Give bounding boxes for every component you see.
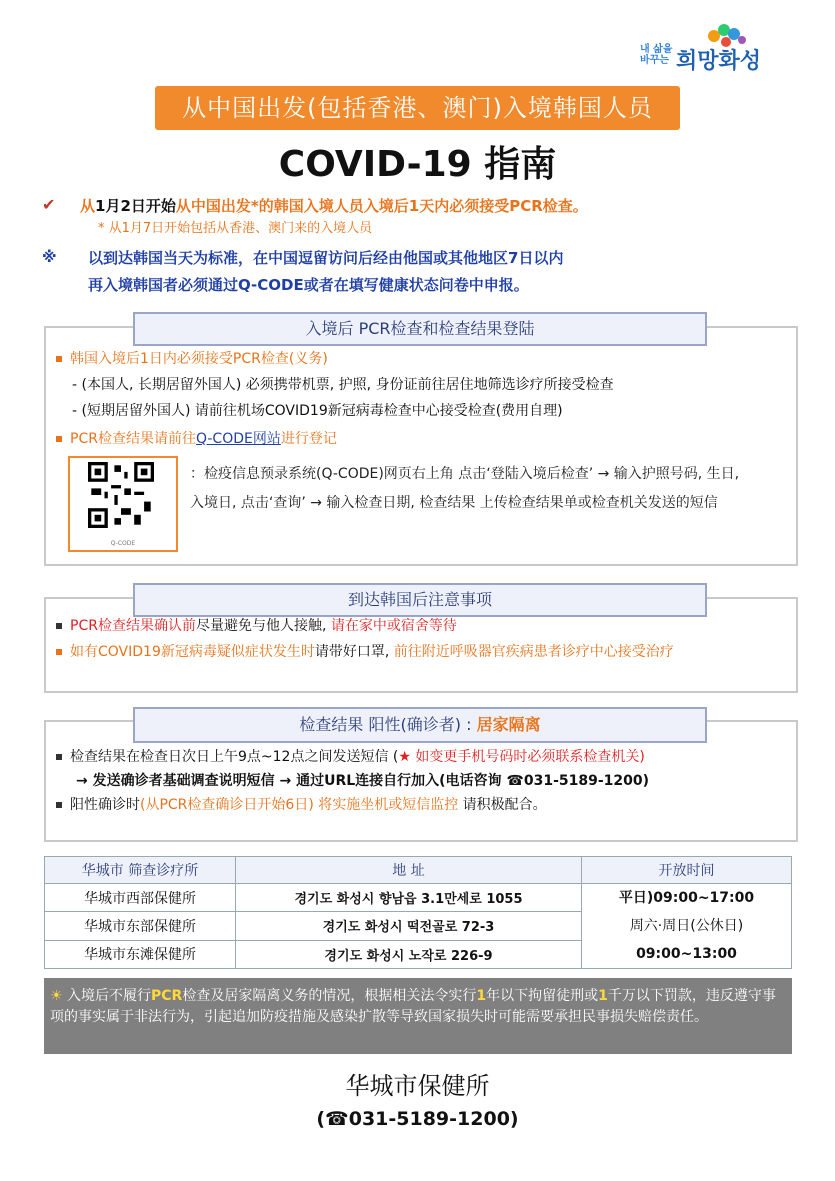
- qr-code-icon: [81, 462, 161, 528]
- clinics-table: [44, 856, 792, 969]
- col-header-clinic: 华城市 筛查诊疗所: [45, 857, 236, 884]
- table-row: [45, 884, 792, 912]
- clinic-address: 경기도 화성시 노작로 226-9: [236, 940, 582, 968]
- pcr-item-1-sub-1: - (本国人, 长期居留外国人) 必须携带机票, 护照, 身份证前往居住地筛选诊疗所接受检查: [72, 377, 614, 393]
- col-header-address: 地 址: [236, 857, 582, 884]
- page-title: COVID-19 指南: [278, 144, 557, 185]
- table-header-row: [45, 857, 792, 884]
- hwaseong-logo: [640, 22, 800, 78]
- footer-org: 华城市保健所: [345, 1072, 490, 1100]
- logo-text: 희망화성: [676, 49, 762, 74]
- opening-hours: 平日)09:00~17:00 周六·周日(公休日) 09:00~13:00: [582, 884, 792, 969]
- positive-item-1: 检查结果在检查日次日上午9点~12点之间发送短信 (★ 如变更手机号码时必须联系检查机关): [56, 746, 645, 768]
- sun-icon: ☀: [50, 988, 63, 1004]
- positive-item-1-sub: → 发送确诊者基础调查说明短信 → 通过URL连接自行加入(电话咨询 ☎031-5189-1200): [76, 773, 650, 789]
- positive-item-2: 阳性确诊时(从PCR检查确诊日开始6日) 将实施坐机或短信监控 请积极配合。: [56, 794, 547, 816]
- clinic-name: 华城市东部保健所: [45, 912, 236, 940]
- pcr-panel-title: 入境后 PCR检查和检查结果登陆: [133, 312, 707, 346]
- qr-code[interactable]: [68, 456, 178, 552]
- clinic-name: 华城市东滩保健所: [45, 940, 236, 968]
- reference-mark: ※: [42, 248, 57, 266]
- col-header-hours: 开放时间: [582, 857, 792, 884]
- pcr-item-2: PCR检查结果请前往Q-CODE网站进行登记: [56, 428, 337, 450]
- clinic-address: 경기도 화성시 향남읍 3.1만세로 1055: [236, 884, 582, 912]
- notice-item-2: 如有COVID19新冠病毒疑似症状发生时请带好口罩, 前往附近呼吸器官疾病患者诊疗中心接受治疗: [56, 641, 756, 663]
- clinic-name: 华城市西部保健所: [45, 884, 236, 912]
- header-banner: 从中国出发(包括香港、澳门)入境韩国人员: [155, 86, 680, 130]
- warning-text: ☀ 入境后不履行PCR检查及居家隔离义务的情况，根据相关法令实行1年以下拘留徒刑或1千万以下罚款，违反遵守事项的事实属于非法行为，引起追加防疫措施及感染扩散等导致国家损失时可能需要承担民事损失赔偿责任。: [50, 988, 776, 1025]
- pcr-item-1-sub-2: - (短期居留外国人) 请前往机场COVID19新冠病毒检查中心接受检查(费用自理): [72, 403, 563, 419]
- intro-line-2: 以到达韩国当天为标准，在中国逗留访问后经由他国或其他地区7日以内: [88, 249, 564, 267]
- notice-panel-title: 到达韩国后注意事项: [133, 583, 707, 617]
- intro-line-3: 再入境韩国者必须通过Q-CODE或者在填写健康状态问卷中申报。: [88, 276, 529, 294]
- qr-label: Q-CODE: [110, 540, 136, 547]
- intro-line-1: 从1月2日开始从中国出发*的韩国入境人员入境后1天内必须接受PCR检查。: [80, 197, 588, 215]
- logo-slogan: 내 삶을 바꾸는: [640, 44, 673, 66]
- qr-instructions: ：检疫信息预录系统(Q-CODE)网页右上角 点击‘登陆入境后检查’ → 输入护照号码, 生日, 入境日, 点击‘查询’ → 输入检查日期, 检查结果 上传检查结果单或检查机关发送的短信: [190, 466, 740, 511]
- legal-warning: [44, 978, 792, 1054]
- clinic-address: 경기도 화성시 떡전골로 72-3: [236, 912, 582, 940]
- qcode-link[interactable]: Q-CODE网站: [195, 431, 281, 447]
- notice-item-1: PCR检查结果确认前尽量避免与他人接触, 请在家中或宿舍等待: [56, 615, 457, 637]
- positive-panel-title: 检查结果 阳性(确诊者) : 居家隔离: [133, 707, 707, 743]
- intro-note: * 从1月7日开始包括从香港、澳门来的入境人员: [98, 221, 373, 236]
- check-icon: ✔: [42, 195, 56, 214]
- pcr-item-1: 韩国入境后1日内必须接受PCR检查(义务): [56, 348, 328, 370]
- footer-phone: (☎031-5189-1200): [316, 1108, 519, 1130]
